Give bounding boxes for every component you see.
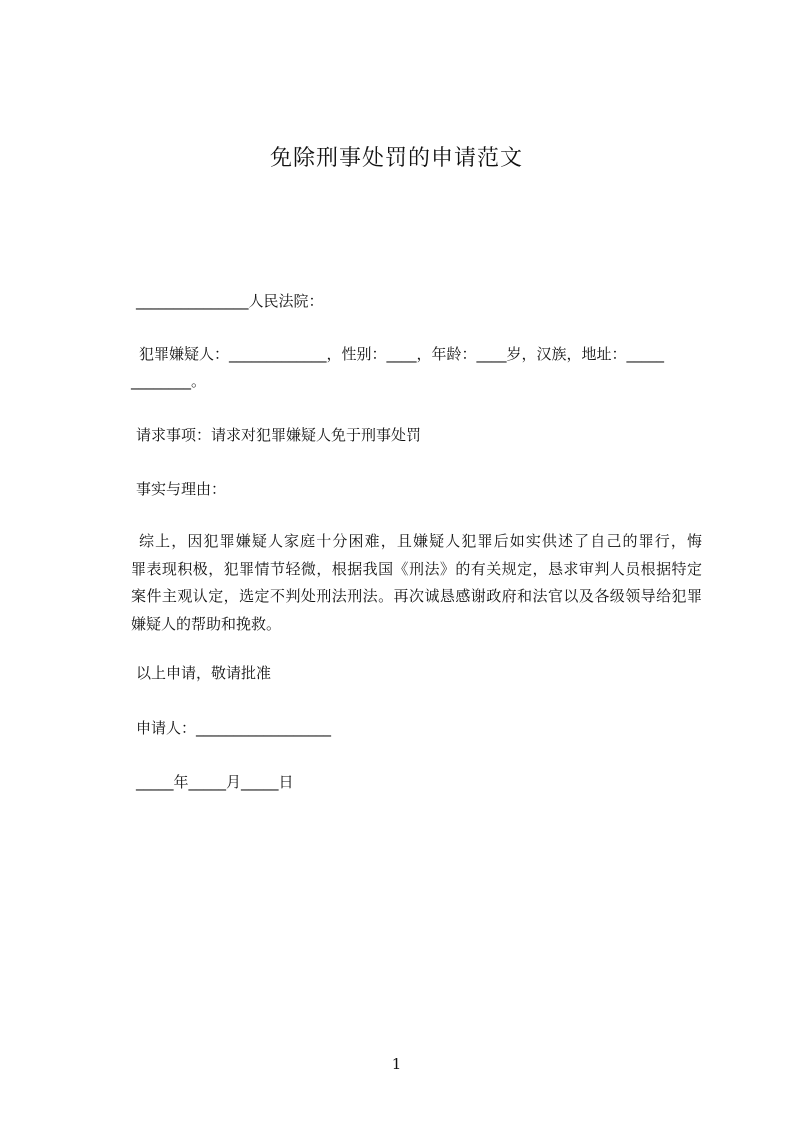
suspect-info-line-continued: ________。 (131, 372, 207, 390)
suspect-info-line: 犯罪嫌疑人：_____________，性别：____，年龄：____岁，汉族，地址：_____ (139, 345, 665, 363)
facts-heading: 事实与理由： (136, 480, 227, 498)
closing-line: 以上申请，敬请批准 (136, 664, 272, 682)
document-title: 免除刑事处罚的申请范文 (269, 146, 523, 171)
body-row: 综上，因犯罪嫌疑人家庭十分困难，且嫌疑人犯罪后如实供述了自己的罪行，悔 (139, 532, 702, 550)
facts-body-paragraph (131, 528, 702, 638)
date-line: _____年_____月_____日 (136, 773, 294, 791)
request-line: 请求事项：请求对犯罪嫌疑人免于刑事处罚 (136, 426, 422, 444)
body-row: 嫌疑人的帮助和挽救。 (131, 614, 282, 633)
applicant-line: 申请人：__________________ (136, 719, 332, 737)
body-row: 案件主观认定，选定不判处刑法刑法。再次诚恳感谢政府和法官以及各级领导给犯罪 (131, 587, 702, 605)
body-row: 罪表现积极，犯罪情节轻微，根据我国《刑法》的有关规定，恳求审判人员根据特定 (131, 559, 702, 578)
page-number: 1 (391, 1055, 402, 1073)
court-line: _______________人民法院： (136, 292, 324, 310)
